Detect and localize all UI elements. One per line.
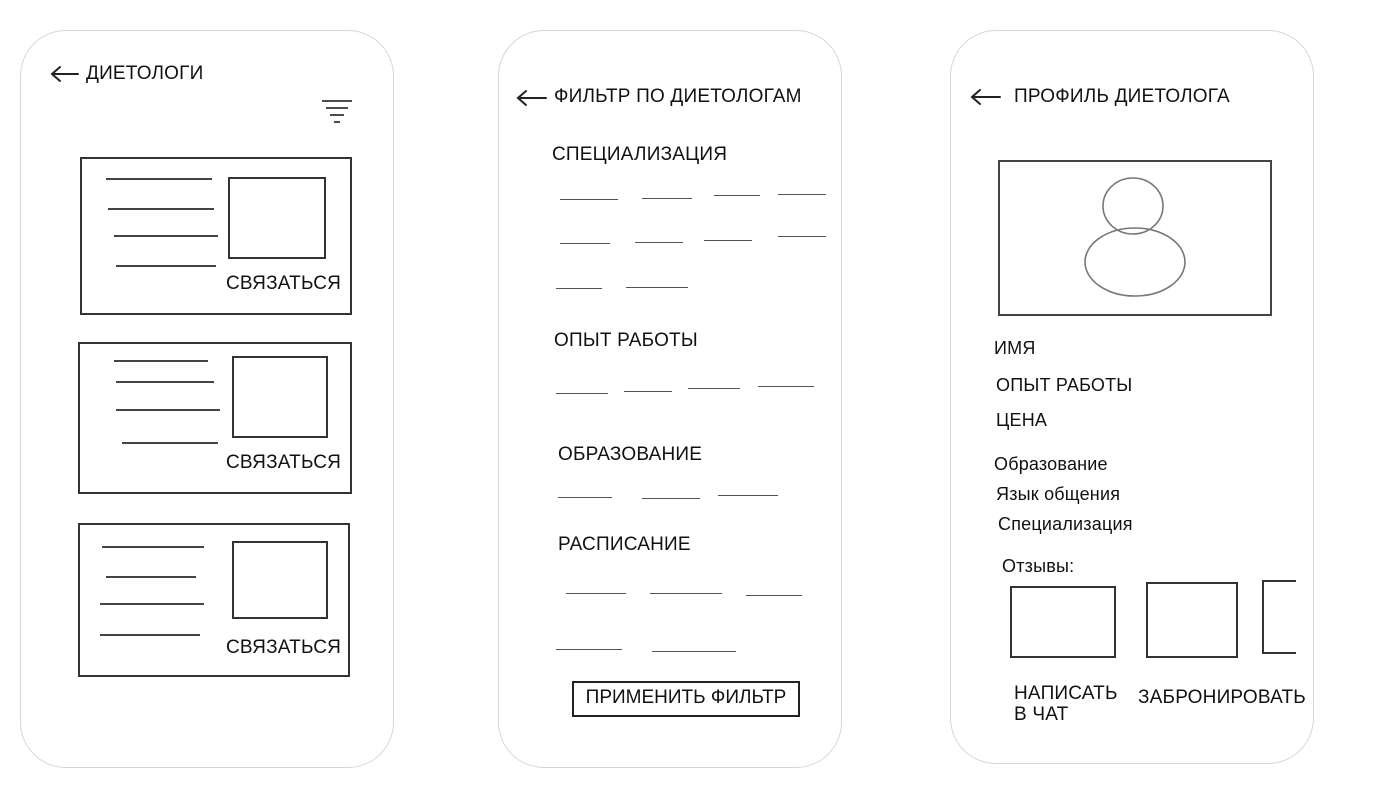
card-photo xyxy=(232,356,328,438)
filter-option[interactable] xyxy=(558,497,612,498)
profile-field-price: ЦЕНА xyxy=(996,410,1048,430)
filter-option[interactable] xyxy=(778,236,826,237)
profile-field-education: Образование xyxy=(994,454,1108,474)
review-card[interactable] xyxy=(1146,582,1238,658)
review-card-partial[interactable] xyxy=(1262,580,1296,654)
filter-option[interactable] xyxy=(778,194,826,195)
page-title: ФИЛЬТР ПО ДИЕТОЛОГАМ xyxy=(554,86,802,107)
filter-section-label: СПЕЦИАЛИЗАЦИЯ xyxy=(552,144,728,165)
filter-section-label: РАСПИСАНИЕ xyxy=(558,534,691,555)
card-text-line xyxy=(108,208,214,210)
filter-option[interactable] xyxy=(556,393,608,394)
back-arrow-icon[interactable] xyxy=(50,64,80,84)
card-text-line xyxy=(116,381,214,383)
filter-option[interactable] xyxy=(624,391,672,392)
filter-option[interactable] xyxy=(626,287,688,288)
card-text-line xyxy=(114,235,218,237)
filter-option[interactable] xyxy=(714,195,760,196)
back-arrow-icon[interactable] xyxy=(970,87,1002,107)
book-button[interactable]: ЗАБРОНИРОВАТЬ xyxy=(1138,687,1306,708)
apply-filter-button[interactable]: ПРИМЕНИТЬ ФИЛЬТР xyxy=(572,681,800,717)
filter-option[interactable] xyxy=(635,242,683,243)
filter-option[interactable] xyxy=(556,649,622,650)
filter-icon[interactable] xyxy=(318,98,354,128)
profile-field-name: ИМЯ xyxy=(994,338,1036,358)
card-text-line xyxy=(122,442,218,444)
chat-button[interactable] xyxy=(1014,683,1118,725)
filter-option[interactable] xyxy=(652,651,736,652)
chat-button-line2: В ЧАТ xyxy=(1014,704,1069,725)
chat-button-line1: НАПИСАТЬ xyxy=(1014,683,1118,704)
card-text-line xyxy=(114,360,208,362)
profile-field-experience: ОПЫТ РАБОТЫ xyxy=(996,375,1133,395)
filter-section-label: ОБРАЗОВАНИЕ xyxy=(558,444,703,465)
card-text-line xyxy=(102,546,204,548)
filter-option[interactable] xyxy=(650,593,722,594)
filter-option[interactable] xyxy=(642,498,700,499)
filter-option[interactable] xyxy=(758,386,814,387)
filter-option[interactable] xyxy=(556,288,602,289)
review-card[interactable] xyxy=(1010,586,1116,658)
card-photo xyxy=(228,177,326,259)
contact-button[interactable]: СВЯЗАТЬСЯ xyxy=(226,273,342,294)
filter-option[interactable] xyxy=(642,198,692,199)
filter-option[interactable] xyxy=(560,199,618,200)
filter-option[interactable] xyxy=(566,593,626,594)
back-arrow-icon[interactable] xyxy=(516,88,548,108)
card-text-line xyxy=(106,576,196,578)
contact-button[interactable]: СВЯЗАТЬСЯ xyxy=(226,452,342,473)
page-title: ПРОФИЛЬ ДИЕТОЛОГА xyxy=(1014,86,1230,107)
filter-section-label: ОПЫТ РАБОТЫ xyxy=(554,330,698,351)
profile-field-language: Язык общения xyxy=(996,484,1121,504)
card-photo xyxy=(232,541,328,619)
card-text-line xyxy=(100,603,204,605)
card-text-line xyxy=(116,409,220,411)
filter-option[interactable] xyxy=(704,240,752,241)
filter-option[interactable] xyxy=(688,388,740,389)
page-title: ДИЕТОЛОГИ xyxy=(86,63,204,84)
reviews-label: Отзывы: xyxy=(1002,556,1075,576)
filter-option[interactable] xyxy=(560,243,610,244)
profile-field-specialization: Специализация xyxy=(998,514,1133,534)
card-text-line xyxy=(100,634,200,636)
filter-option[interactable] xyxy=(746,595,802,596)
profile-screen xyxy=(950,30,1314,764)
person-avatar-icon xyxy=(1078,174,1198,300)
filter-screen xyxy=(498,30,842,768)
card-text-line xyxy=(116,265,216,267)
card-text-line xyxy=(106,178,212,180)
contact-button[interactable]: СВЯЗАТЬСЯ xyxy=(226,637,342,658)
filter-option[interactable] xyxy=(718,495,778,496)
